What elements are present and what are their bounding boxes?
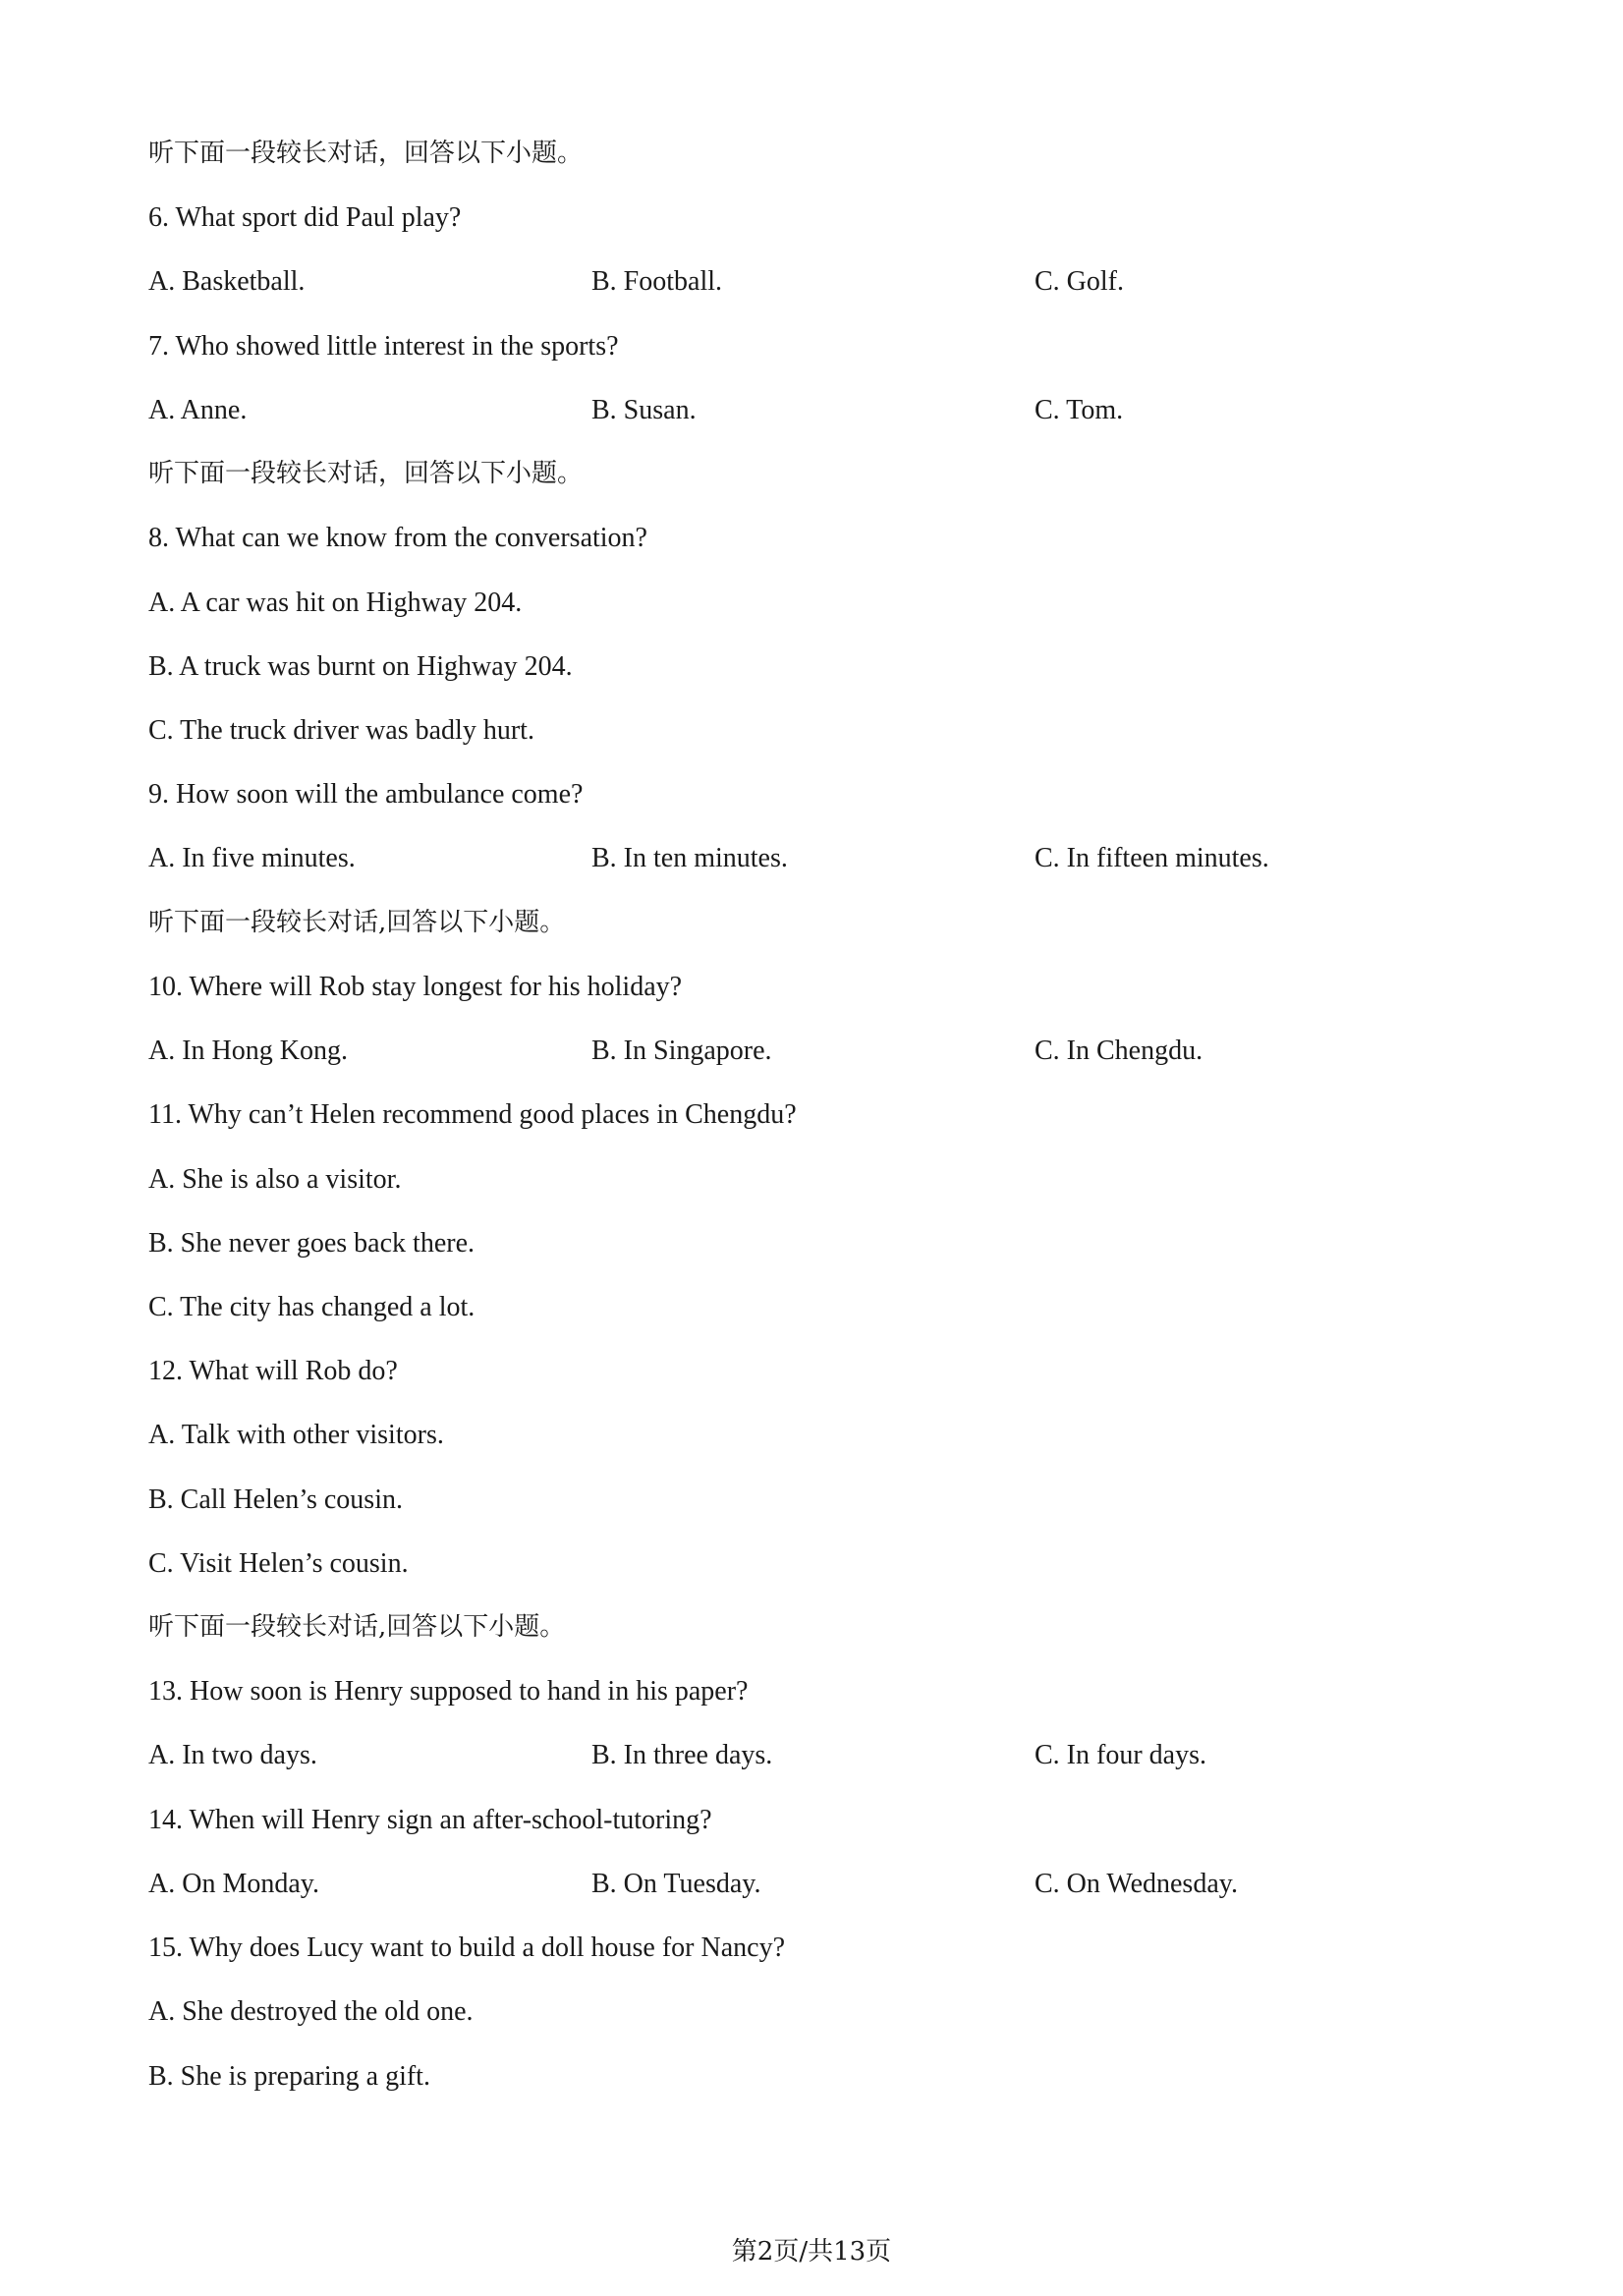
question-15-stem: 15. Why does Lucy want to build a doll house for Nancy? — [148, 1932, 786, 1964]
question-6-options — [148, 250, 1524, 313]
question-14-options — [148, 1852, 1524, 1916]
question-12-option-c: C. Visit Helen’s cousin. — [148, 1547, 409, 1579]
exam-page-body — [148, 122, 1524, 2108]
question-7-option-a: A. Anne. — [148, 394, 248, 425]
question-9-option-c: C. In fifteen minutes. — [1035, 843, 1269, 874]
question-8-option-a: A. A car was hit on Highway 204. — [148, 587, 523, 618]
question-14-option-b: B. On Tuesday. — [591, 1868, 761, 1899]
question-13-option-c: C. In four days. — [1035, 1740, 1206, 1771]
section-instruction: 听下面一段较长对话,回答以下小题。 — [148, 907, 566, 937]
question-13-options — [148, 1723, 1524, 1787]
question-9-options — [148, 826, 1524, 890]
question-10-option-a: A. In Hong Kong. — [148, 1036, 348, 1067]
question-10-option-c: C. In Chengdu. — [1035, 1036, 1203, 1067]
question-7-option-b: B. Susan. — [591, 394, 697, 425]
question-8-option-c: C. The truck driver was badly hurt. — [148, 714, 534, 746]
section-instruction: 听下面一段较长对话,回答以下小题。 — [148, 1612, 566, 1643]
question-14-option-a: A. On Monday. — [148, 1868, 319, 1899]
question-10-options — [148, 1019, 1524, 1083]
question-15-option-a: A. She destroyed the old one. — [148, 1996, 474, 2028]
section-instruction: 听下面一段较长对话，回答以下小题。 — [148, 459, 584, 489]
question-7-option-c: C. Tom. — [1035, 394, 1124, 425]
question-9-stem: 9. How soon will the ambulance come? — [148, 779, 584, 811]
question-13-option-b: B. In three days. — [591, 1740, 773, 1771]
page-number-footer: 第2页/共13页 — [731, 2237, 892, 2267]
question-11-option-c: C. The city has changed a lot. — [148, 1291, 476, 1322]
question-7-stem: 7. Who showed little interest in the sports? — [148, 330, 619, 362]
question-12-option-b: B. Call Helen’s cousin. — [148, 1484, 403, 1515]
question-11-option-b: B. She never goes back there. — [148, 1227, 475, 1259]
question-7-options — [148, 378, 1524, 442]
question-14-stem: 14. When will Henry sign an after-school-tutoring? — [148, 1804, 712, 1835]
question-12-stem: 12. What will Rob do? — [148, 1356, 398, 1387]
question-15-option-b: B. She is preparing a gift. — [148, 2060, 430, 2092]
question-9-option-a: A. In five minutes. — [148, 843, 356, 874]
section-instruction: 听下面一段较长对话，回答以下小题。 — [148, 139, 584, 168]
question-11-option-a: A. She is also a visitor. — [148, 1163, 402, 1195]
question-6-option-b: B. Football. — [591, 266, 723, 298]
question-13-stem: 13. How soon is Henry supposed to hand in his paper? — [148, 1676, 749, 1708]
question-6-option-a: A. Basketball. — [148, 266, 306, 298]
question-10-stem: 10. Where will Rob stay longest for his holiday? — [148, 971, 683, 1002]
question-11-stem: 11. Why can’t Helen recommend good places in Chengdu? — [148, 1099, 797, 1131]
question-13-option-a: A. In two days. — [148, 1740, 317, 1771]
question-9-option-b: B. In ten minutes. — [591, 843, 788, 874]
question-6-option-c: C. Golf. — [1035, 266, 1124, 298]
question-8-stem: 8. What can we know from the conversation? — [148, 523, 647, 554]
question-12-option-a: A. Talk with other visitors. — [148, 1420, 444, 1451]
question-6-stem: 6. What sport did Paul play? — [148, 202, 462, 234]
question-14-option-c: C. On Wednesday. — [1035, 1868, 1238, 1899]
question-10-option-b: B. In Singapore. — [591, 1036, 772, 1067]
question-8-option-b: B. A truck was burnt on Highway 204. — [148, 650, 573, 682]
